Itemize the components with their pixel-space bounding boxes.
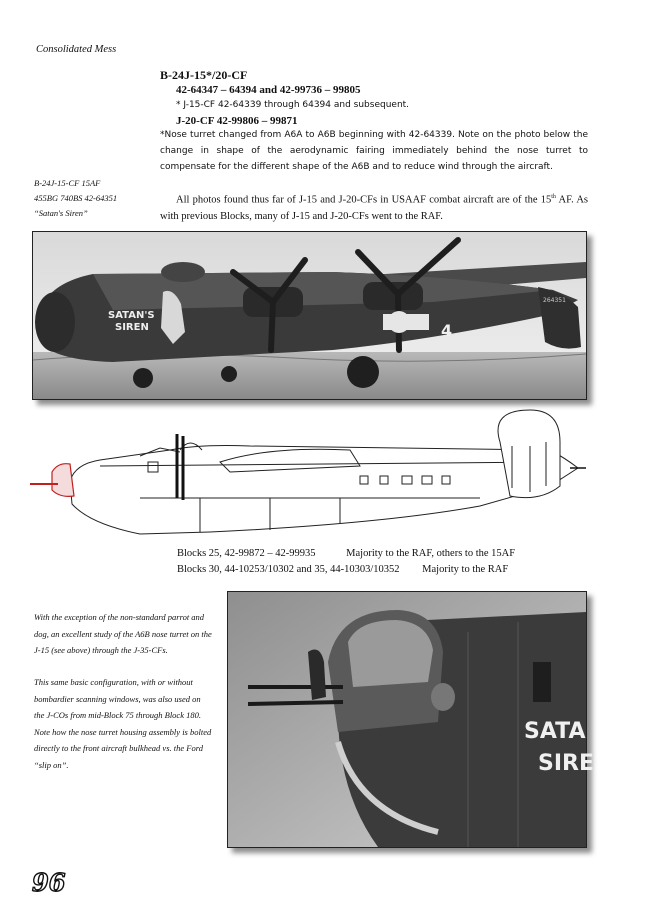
closeup-art-text-2: SIRE	[538, 751, 594, 776]
fuselage-number: 4	[441, 321, 453, 340]
nose-art-text-1: SATAN'S	[108, 310, 155, 321]
block-row-1	[177, 548, 515, 559]
nose-turret-note: *Nose turret changed from A6A to A6B beginning with 42-64339. Note on the photo below the change in shape of the aerodynamic fairing immediately behind the nose turret to compensate for the different shape of the A6B and to reduce wind through the aircraft.	[160, 130, 588, 172]
photo-caption	[34, 176, 117, 221]
side-caption-1: With the exception of the non-standard parrot and dog, an excellent study of the A6B nose turret on the J-15 (see above) through the J-35-CFs.	[34, 612, 212, 655]
tail-serial: 264351	[543, 297, 566, 304]
page-number: 96	[32, 868, 66, 897]
caption-line-2: 455BG 740BS 42-64351	[34, 193, 118, 203]
serial-range: 42-64347 – 64394 and 42-99736 – 99805	[176, 84, 361, 96]
profile-drawing-image	[30, 406, 586, 544]
closeup-art-text-1: SATA	[524, 719, 586, 744]
paragraph-superscript: th	[551, 194, 556, 200]
caption-line-3: “Satan's Siren”	[34, 208, 88, 218]
running-head: Consolidated Mess	[36, 44, 117, 55]
nose-turret-photo-image	[228, 592, 594, 847]
block-1-note: Majority to the RAF, others to the 15AF	[346, 548, 516, 559]
body-paragraph	[160, 189, 588, 225]
j20-heading: J-20-CF 42-99806 – 99871	[176, 115, 298, 127]
aircraft-photo-image	[33, 232, 586, 399]
paragraph-text-a: All photos found thus far of J-15 and J-20-CFs in USAAF combat aircraft are of the 15	[176, 194, 552, 206]
caption-line-1: B-24J-15-CF 15AF	[34, 178, 101, 188]
side-caption-2: This same basic configuration, with or without bombardier scanning windows, was also used on the J-COs from mid-Block 75 through Block 180. Note how the nose turret housing assembly is bolted directly to the front aircraft bulkhead vs. the Ford “slip on”.	[34, 677, 212, 770]
block-row-2	[177, 564, 508, 575]
block-2-note: Majority to the RAF	[422, 564, 509, 575]
nose-art-text-2: SIREN	[115, 322, 149, 333]
block-1-label: Blocks 25, 42-99872 – 42-99935	[177, 548, 316, 559]
aircraft-photo	[32, 231, 587, 400]
nose-turret-photo	[227, 591, 594, 848]
profile-drawing	[30, 406, 586, 544]
paragraph-text-b: AF. As with previous Blocks, many of J-15 and J-20-CFs went to the RAF.	[160, 194, 588, 222]
section-heading: B-24J-15*/20-CF	[160, 68, 248, 82]
block-2-label: Blocks 30, 44-10253/10302 and 35, 44-10303/10352	[177, 564, 400, 575]
j15-note: * J-15-CF 42-64339 through 64394 and subsequent.	[176, 100, 410, 110]
